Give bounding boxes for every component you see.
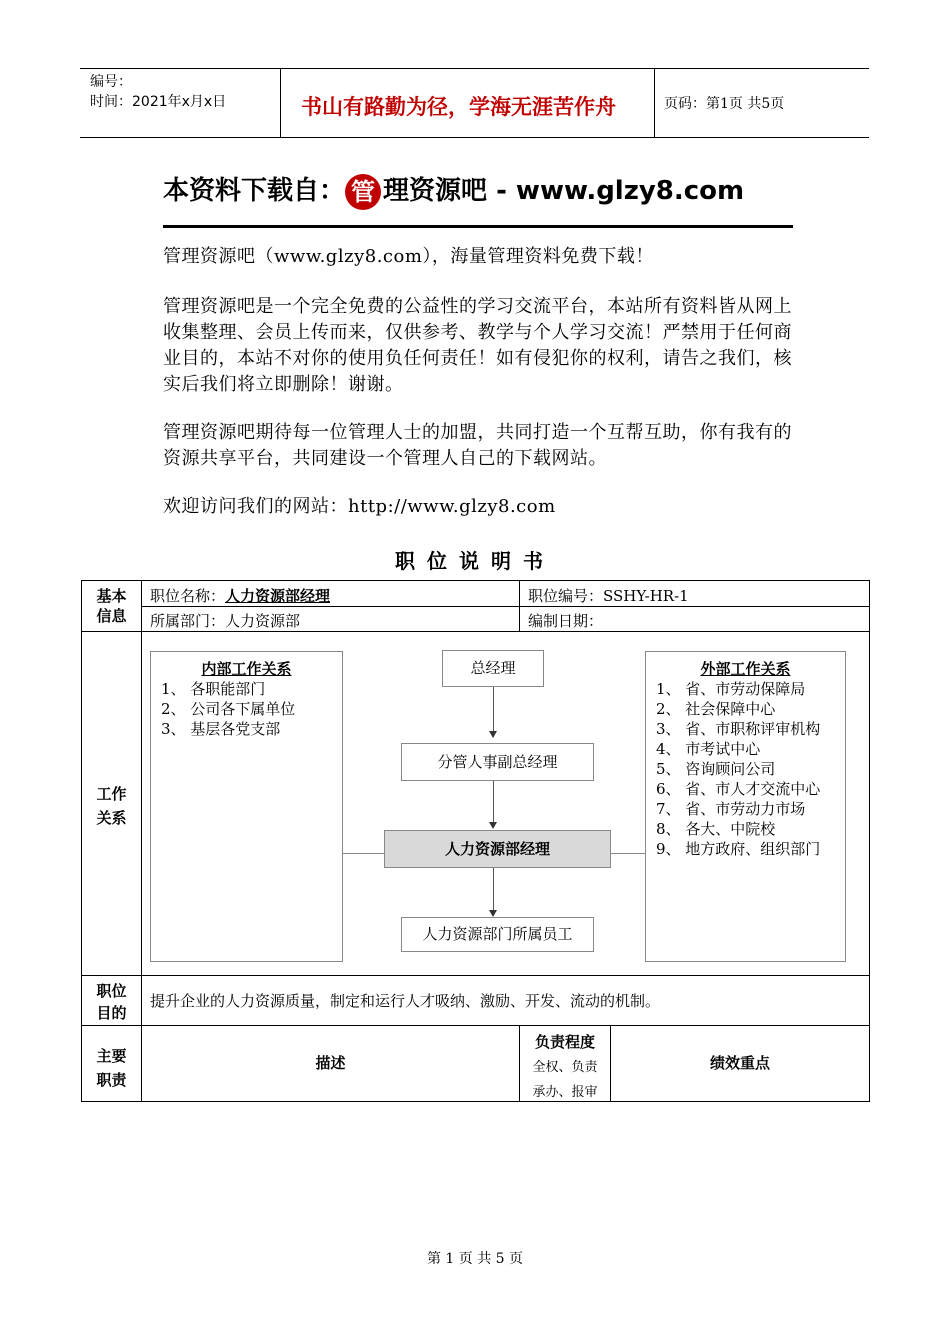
position-name: 人力资源部经理 (225, 587, 331, 605)
intro-para3: 管理资源吧期待每一位管理人士的加盟，共同打造一个互帮互助，你有我有的资源共享平台，共同建设一个管理人自己的下载网站。 (163, 422, 792, 469)
list-item: 3、 省、市职称评审机构 (656, 720, 821, 738)
logo-icon: 管 (345, 174, 381, 210)
intro-para2: 管理资源吧是一个完全免费的公益性的学习交流平台，本站所有资料皆从网上收集整理、会员上传而来，仅供参考、教学与个人学习交流！严禁用于任何商业目的，本站不对你的使用负任何责任！如有侵犯你的权利，请告之我们，核实后我们将立即删除！谢谢。 (163, 296, 792, 395)
arrow-down-icon (489, 822, 497, 829)
external-relations-title: 外部工作关系 (700, 660, 791, 678)
internal-relations-title: 内部工作关系 (201, 660, 292, 678)
position-name-label: 职位名称： (150, 587, 226, 605)
list-item: 3、 基层各党支部 (161, 720, 281, 738)
org-node-general-manager: 总经理 (442, 650, 544, 687)
org-connector-right (610, 853, 645, 854)
responsibility-cell (520, 1026, 611, 1101)
document-title: 职位说明书 (395, 549, 555, 573)
compiled-date: 编制日期： (520, 607, 869, 632)
kpi-header: 绩效重点 (709, 1054, 770, 1072)
list-item: 9、 地方政府、组织部门 (656, 840, 821, 858)
duties-description-header: 描述 (142, 1026, 520, 1101)
external-relations-list (656, 679, 835, 859)
position-code: 职位编号：SSHY-HR-1 (520, 581, 869, 607)
responsibility-sub1: 全权、负责 (532, 1060, 598, 1075)
download-banner (163, 170, 744, 210)
arrow-down-icon (489, 910, 497, 917)
list-item: 5、 咨询顾问公司 (656, 760, 776, 778)
time-label: 时间：2021年x月x日 (90, 94, 227, 110)
list-item: 8、 各大、中院校 (656, 820, 776, 838)
responsibility-header: 负责程度 (534, 1033, 595, 1051)
header-motto-cell (280, 69, 655, 137)
position-name-cell (142, 581, 520, 607)
list-item: 7、 省、市劳动力市场 (656, 800, 806, 818)
arrow-down-icon (489, 731, 497, 738)
list-item: 2、 公司各下属单位 (161, 700, 296, 718)
org-connector (493, 687, 494, 737)
banner-url[interactable]: - www.glzy8.com (487, 176, 745, 206)
org-node-deputy-gm: 分管人事副总经理 (401, 743, 594, 781)
banner-site-name: 理资源吧 (383, 176, 488, 206)
org-connector-left (343, 853, 385, 854)
duties-label: 主要职责 (82, 1026, 142, 1101)
banner-prefix: 本资料下载自： (163, 176, 346, 206)
org-connector (493, 781, 494, 826)
work-relations-label: 工作关系 (82, 632, 142, 976)
work-relations-diagram (142, 632, 869, 976)
purpose-label: 职位目的 (82, 976, 142, 1026)
page-info: 页码：第1页 共5页 (664, 96, 785, 112)
list-item: 6、 省、市人才交流中心 (656, 780, 821, 798)
job-description-table (81, 580, 870, 1102)
list-item: 1、 各职能部门 (161, 680, 266, 698)
intro-para4[interactable]: 欢迎访问我们的网站：http://www.glzy8.com (163, 496, 556, 517)
banner-rule (163, 225, 793, 228)
purpose-text: 提升企业的人力资源质量，制定和运行人才吸纳、激励、开发、流动的机制。 (142, 976, 869, 1026)
number-label: 编号： (90, 74, 132, 90)
intro-line1: 管理资源吧（www.glzy8.com），海量管理资料免费下载！ (163, 246, 654, 267)
org-connector (493, 868, 494, 914)
list-item: 1、 省、市劳动保障局 (656, 680, 806, 698)
internal-relations-box (150, 651, 343, 962)
department: 所属部门：人力资源部 (142, 607, 520, 632)
org-node-hr-staff: 人力资源部门所属员工 (401, 917, 594, 952)
responsibility-sub2: 承办、报审 (532, 1085, 598, 1100)
org-node-hr-manager: 人力资源部经理 (384, 830, 611, 868)
list-item: 2、 社会保障中心 (656, 700, 776, 718)
motto: 书山有路勤为径，学海无涯苦作舟 (301, 95, 616, 119)
internal-relations-list (161, 679, 332, 739)
header-right (654, 69, 869, 137)
basic-info-label: 基本信息 (82, 581, 142, 632)
page-header (80, 68, 869, 138)
page-footer: 第 1 页 共 5 页 (426, 1251, 524, 1267)
header-left (80, 69, 280, 137)
external-relations-box (645, 651, 846, 962)
list-item: 4、 市考试中心 (656, 740, 761, 758)
